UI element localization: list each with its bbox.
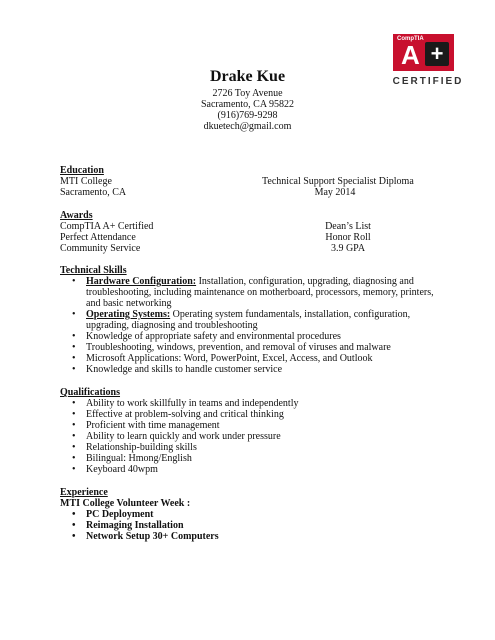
- list-item-continuation: [60, 298, 450, 309]
- address-line: 2726 Toy Avenue: [212, 88, 283, 99]
- qualifications-heading: Qualifications: [60, 387, 121, 398]
- education-date: May 2014: [314, 187, 356, 198]
- list-item-continuation: [60, 287, 450, 298]
- city-line: Sacramento, CA 95822: [200, 99, 295, 110]
- experience-subheading: MTI College Volunteer Week :: [60, 498, 191, 509]
- skill-text: Knowledge of appropriate safety and environmental procedures: [86, 331, 341, 342]
- list-item: [60, 520, 450, 531]
- qualifications-list: [60, 398, 450, 475]
- award-right-item: Dean’s List: [325, 221, 371, 232]
- bullet-icon: •: [72, 364, 76, 375]
- bullet-icon: •: [72, 353, 76, 364]
- experience-list: [60, 509, 450, 542]
- experience-heading: Experience: [60, 487, 108, 498]
- logo-grade: A: [401, 40, 420, 70]
- list-item: [60, 531, 450, 542]
- skill-text: Operating system fundamentals, installation, configuration,: [170, 309, 411, 320]
- skill-text: Microsoft Applications: Word, PowerPoint, Excel, Access, and Outlook: [86, 353, 373, 364]
- qualification-text: Bilingual: Hmong/English: [86, 453, 192, 464]
- skill-label: Operating Systems:: [86, 309, 171, 320]
- qualification-text: Proficient with time management: [86, 420, 220, 431]
- education-heading: Education: [60, 165, 104, 176]
- bullet-icon: •: [72, 331, 76, 342]
- skill-text: Installation, configuration, upgrading, diagnosing and: [196, 276, 414, 287]
- bullet-icon: •: [72, 442, 76, 453]
- list-item: [60, 464, 450, 475]
- qualification-text: Ability to learn quickly and work under pressure: [86, 431, 281, 442]
- bullet-icon: •: [72, 520, 76, 531]
- skill-label: Hardware Configuration:: [86, 276, 197, 287]
- bullet-icon: •: [72, 453, 76, 464]
- list-item: [60, 353, 450, 364]
- experience-text: Network Setup 30+ Computers: [86, 531, 219, 542]
- logo-brand: CompTIA: [397, 36, 424, 42]
- bullet-icon: •: [72, 464, 76, 475]
- skill-text: Troubleshooting, windows, prevention, and removal of viruses and malware: [86, 342, 391, 353]
- qualification-text: Ability to work skillfully in teams and independently: [86, 398, 299, 409]
- skill-text: troubleshooting, including maintenance on motherboard, processors, memory, printers,: [86, 287, 434, 298]
- logo-plus: +: [425, 42, 449, 66]
- list-item: [60, 509, 450, 520]
- bullet-icon: •: [72, 509, 76, 520]
- skill-text: Knowledge and skills to handle customer service: [86, 364, 283, 375]
- award-left-item: Community Service: [60, 243, 141, 254]
- list-item: [60, 342, 450, 353]
- award-left-item: Perfect Attendance: [60, 232, 136, 243]
- award-right-item: Honor Roll: [325, 232, 371, 243]
- list-item: [60, 442, 450, 453]
- experience-text: PC Deployment: [86, 509, 154, 520]
- education-location: Sacramento, CA: [60, 187, 127, 198]
- skill-text: and basic networking: [86, 298, 172, 309]
- bullet-icon: •: [72, 309, 76, 320]
- list-item: [60, 331, 450, 342]
- bullet-icon: •: [72, 342, 76, 353]
- logo-certified-text: CERTIFIED: [392, 76, 464, 87]
- bullet-icon: •: [72, 409, 76, 420]
- education-school: MTI College: [60, 176, 112, 187]
- list-item: [60, 420, 450, 431]
- experience-text: Reimaging Installation: [86, 520, 184, 531]
- bullet-icon: •: [72, 531, 76, 542]
- awards-heading: Awards: [60, 210, 93, 221]
- award-right-item: 3.9 GPA: [330, 243, 366, 254]
- bullet-icon: •: [72, 398, 76, 409]
- education-program: Technical Support Specialist Diploma: [262, 176, 414, 187]
- list-item: [60, 398, 450, 409]
- bullet-icon: •: [72, 420, 76, 431]
- skills-list: [60, 276, 450, 375]
- bullet-icon: •: [72, 276, 76, 287]
- list-item: [60, 276, 450, 287]
- list-item: [60, 364, 450, 375]
- email-line: dkuetech@gmail.com: [203, 121, 292, 132]
- list-item: [60, 453, 450, 464]
- qualification-text: Effective at problem-solving and critical thinking: [86, 409, 284, 420]
- phone-line: (916)769-9298: [217, 110, 278, 121]
- list-item: [60, 431, 450, 442]
- qualification-text: Relationship-building skills: [86, 442, 197, 453]
- list-item: [60, 309, 450, 320]
- skills-heading: Technical Skills: [60, 265, 127, 276]
- qualification-text: Keyboard 40wpm: [86, 464, 158, 475]
- award-left-item: CompTIA A+ Certified: [60, 221, 154, 232]
- resume-name: Drake Kue: [209, 68, 286, 85]
- bullet-icon: •: [72, 431, 76, 442]
- comptia-logo: [393, 34, 454, 71]
- skill-text: upgrading, diagnosing and troubleshooting: [86, 320, 258, 331]
- list-item: [60, 409, 450, 420]
- list-item-continuation: [60, 320, 450, 331]
